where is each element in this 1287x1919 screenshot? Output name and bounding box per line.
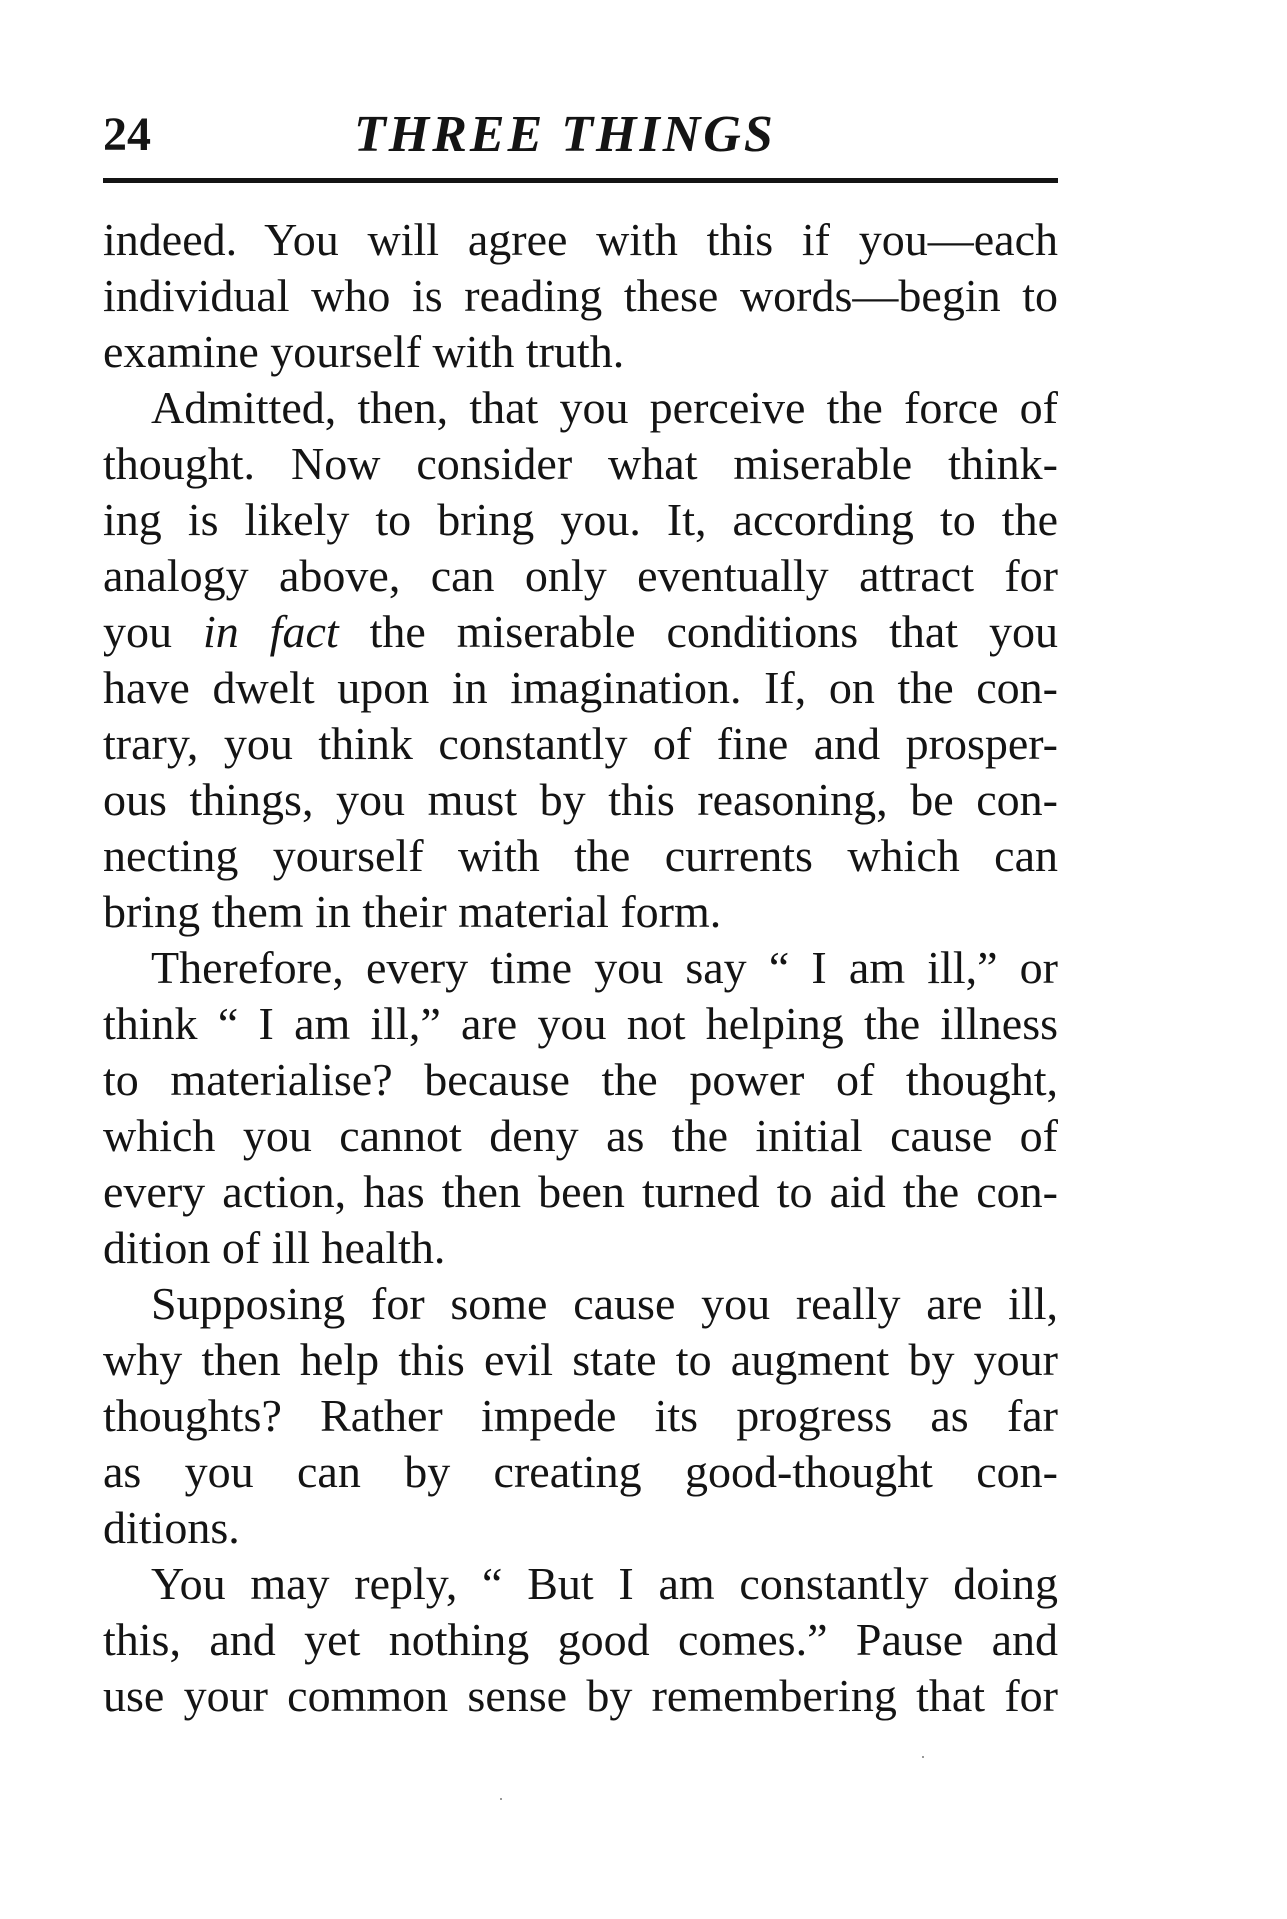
text-line: necting yourself with the currents which can xyxy=(103,830,1058,881)
page-header xyxy=(103,100,1058,170)
text-line: think “ I am ill,” are you not helping the illness xyxy=(103,998,1058,1049)
text-line: have dwelt upon in imagination. If, on the con- xyxy=(103,662,1058,713)
body-text xyxy=(103,212,1058,1724)
text-line: bring them in their material form. xyxy=(103,886,722,937)
paper-speck xyxy=(922,1756,924,1758)
text-line: Admitted, then, that you perceive the force of xyxy=(151,382,1058,433)
text-line xyxy=(103,604,1058,660)
text-line: analogy above, can only eventually attract for xyxy=(103,550,1058,601)
text-line: individual who is reading these words—begin to xyxy=(103,270,1058,321)
text-line: examine yourself with truth. xyxy=(103,326,625,377)
text-line: Supposing for some cause you really are ill, xyxy=(151,1278,1058,1329)
text-line: dition of ill health. xyxy=(103,1222,446,1273)
text-line: trary, you think constantly of fine and prosper- xyxy=(103,718,1058,769)
header-rule xyxy=(103,178,1058,183)
page-number: 24 xyxy=(103,108,151,161)
text-fragment: you xyxy=(103,606,203,657)
text-line: which you cannot deny as the initial cause of xyxy=(103,1110,1058,1161)
text-line: this, and yet nothing good comes.” Pause and xyxy=(103,1614,1058,1665)
paper-speck xyxy=(500,1798,502,1800)
text-line: indeed. You will agree with this if you—each xyxy=(103,214,1058,265)
text-line: ing is likely to bring you. It, according to the xyxy=(103,494,1058,545)
emphasis-text: in fact xyxy=(202,606,339,657)
text-line: every action, has then been turned to aid the con- xyxy=(103,1166,1058,1217)
running-title: THREE THINGS xyxy=(354,106,776,163)
text-line: to materialise? because the power of thought, xyxy=(103,1054,1058,1105)
text-line: ous things, you must by this reasoning, be con- xyxy=(103,774,1058,825)
text-line: as you can by creating good-thought con- xyxy=(103,1446,1058,1497)
text-line: use your common sense by remembering that for xyxy=(103,1670,1058,1721)
text-line: You may reply, “ But I am constantly doing xyxy=(151,1558,1058,1609)
text-line: thought. Now consider what miserable think- xyxy=(103,438,1058,489)
text-fragment: the miserable conditions that you xyxy=(338,606,1059,657)
text-line: thoughts? Rather impede its progress as far xyxy=(103,1390,1058,1441)
text-line: why then help this evil state to augment by your xyxy=(103,1334,1058,1385)
text-line: Therefore, every time you say “ I am ill,” or xyxy=(151,942,1058,993)
text-line: ditions. xyxy=(103,1502,240,1553)
